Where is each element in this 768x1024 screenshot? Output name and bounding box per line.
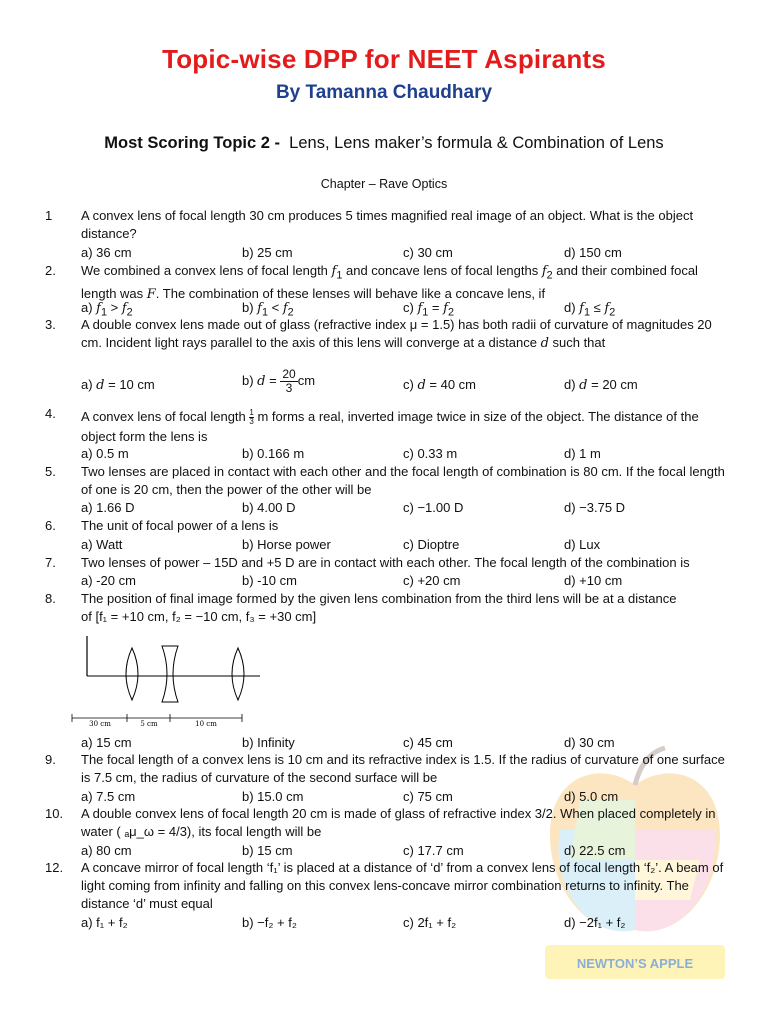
option-d: d) 22.5 cm bbox=[564, 843, 626, 858]
option-d: d) $f_1 \le f_2$ bbox=[564, 300, 616, 319]
option-b: b) $f_1 < f_2$ bbox=[242, 300, 294, 319]
dimension-label-1: 30 cm bbox=[89, 720, 111, 728]
option-a: a) d = 10 cm bbox=[81, 377, 155, 393]
question-text: Two lenses of power – 15D and +5 D are in contact with each other. The focal length of the combination is bbox=[81, 555, 690, 570]
option-d: d) Lux bbox=[564, 537, 601, 552]
option-a: a) -20 cm bbox=[81, 573, 136, 588]
option-b: b) 25 cm bbox=[242, 245, 293, 260]
option-b: b) 0.166 m bbox=[242, 446, 305, 461]
fraction: $\frac{20}{3}$ bbox=[282, 367, 296, 395]
option-d: d) −2f₁ + f₂ bbox=[564, 915, 626, 930]
option-a: a) 15 cm bbox=[81, 735, 132, 750]
option-a: a) 1.66 D bbox=[81, 500, 135, 515]
question-text: A double convex lens of focal length 20 cm is made of glass of refractive index 3/2. When placed completely in water ( ₐμ_ω = 4/3), its focal length will be bbox=[81, 806, 716, 839]
question-number: 9. bbox=[45, 752, 56, 767]
option-c: c) −1.00 D bbox=[403, 500, 464, 515]
dimension-label-2: 5 cm bbox=[140, 720, 158, 728]
page-title: Topic-wise DPP for NEET Aspirants bbox=[162, 44, 606, 74]
option-a: a) f₁ + f₂ bbox=[81, 915, 128, 930]
option-a: a) 80 cm bbox=[81, 843, 132, 858]
option-b: b) 4.00 D bbox=[242, 500, 296, 515]
question-number: 7. bbox=[45, 555, 56, 570]
question-text: We combined a convex lens of focal length $f_1$ and concave lens of focal lengths $f_2$ and their combined focal length was F. The combination of these lenses will behave like a concave lens, if bbox=[81, 263, 698, 302]
fraction: $\frac{1}{3}$ bbox=[249, 408, 254, 427]
option-c: c) 30 cm bbox=[403, 245, 453, 260]
convex-lens-2 bbox=[232, 648, 244, 700]
question-number: 4. bbox=[45, 406, 56, 421]
option-b: b) Infinity bbox=[242, 735, 295, 750]
option-d: d) 5.0 cm bbox=[564, 789, 619, 804]
option-c: c) 45 cm bbox=[403, 735, 453, 750]
option-b: b) 15.0 cm bbox=[242, 789, 304, 804]
watermark-label: NEWTON’S APPLE bbox=[576, 956, 694, 971]
option-c: c) $f_1 = f_2$ bbox=[403, 300, 454, 319]
question-text: A convex lens of focal length $\frac{1}{3}$ m forms a real, inverted image twice in size of the object. The distance of the object form the lens is bbox=[81, 408, 699, 444]
question-number: 2. bbox=[45, 263, 56, 278]
option-b: b) 15 cm bbox=[242, 843, 293, 858]
topic-text: Lens, Lens maker’s formula & Combination of Lens bbox=[289, 134, 664, 152]
chapter-label: Chapter – Rave Optics bbox=[320, 177, 448, 191]
option-d: d) 150 cm bbox=[564, 245, 622, 260]
option-c: c) d = 40 cm bbox=[403, 377, 476, 393]
option-a: a) 7.5 cm bbox=[81, 789, 136, 804]
option-b: b) Horse power bbox=[242, 537, 331, 552]
option-a: a) $f_1 > f_2$ bbox=[81, 300, 133, 319]
option-a: a) 36 cm bbox=[81, 245, 132, 260]
question-text: The unit of focal power of a lens is bbox=[81, 518, 279, 533]
question-number: 10. bbox=[45, 806, 64, 821]
question-number: 5. bbox=[45, 464, 56, 479]
option-c: c) 75 cm bbox=[403, 789, 453, 804]
option-d: d) d = 20 cm bbox=[564, 377, 638, 393]
option-c: c) 17.7 cm bbox=[403, 843, 464, 858]
option-d: d) +10 cm bbox=[564, 573, 623, 588]
option-b: b) d = $\frac{20}{3}$ cm bbox=[242, 367, 316, 395]
question-number: 1 bbox=[45, 208, 53, 223]
option-d: d) −3.75 D bbox=[564, 500, 626, 515]
topic-heading bbox=[0, 134, 768, 153]
option-a: a) Watt bbox=[81, 537, 123, 552]
option-b: b) -10 cm bbox=[242, 573, 297, 588]
option-b: b) −f₂ + f₂ bbox=[242, 915, 297, 930]
question-text: The focal length of a convex lens is 10 cm and its refractive index is 1.5. If the radius of curvature of one surface is 7.5 cm, the radius of curvature of the second surface will be bbox=[81, 752, 725, 785]
question-number: 6. bbox=[45, 518, 56, 533]
option-c: c) 0.33 m bbox=[403, 446, 458, 461]
topic-lead: Most Scoring Topic 2 - bbox=[104, 134, 280, 152]
option-d: d) 1 m bbox=[564, 446, 601, 461]
option-c: c) +20 cm bbox=[403, 573, 461, 588]
convex-lens-1 bbox=[126, 648, 138, 700]
question-number: 8. bbox=[45, 591, 56, 606]
option-a: a) 0.5 m bbox=[81, 446, 129, 461]
question-text: A concave mirror of focal length ‘f₁’ is placed at a distance of ‘d’ from a convex lens of focal length ‘f₂’. A beam of light coming from infinity and falling on this convex lens-concave mirror combination returns to infinity. The distance ‘d’ must equal bbox=[81, 860, 724, 911]
concave-lens bbox=[162, 646, 178, 702]
option-c: c) Dioptre bbox=[403, 537, 460, 552]
question-text: A convex lens of focal length 30 cm produces 5 times magnified real image of an object. What is the object distance? bbox=[81, 208, 694, 241]
author-line: By Tamanna Chaudhary bbox=[275, 82, 493, 103]
question-number: 12. bbox=[45, 860, 64, 875]
question-number: 3. bbox=[45, 317, 56, 332]
question-text: Two lenses are placed in contact with each other and the focal length of combination is 80 cm. If the focal length of one is 20 cm, then the power of the other will be bbox=[81, 464, 725, 497]
option-d: d) 30 cm bbox=[564, 735, 615, 750]
question-text: The position of final image formed by the given lens combination from the third lens will be at a distance of [f₁ = +10 cm, f₂ = −10 cm, f₃ = +30 cm] bbox=[81, 591, 677, 624]
lens-diagram bbox=[70, 634, 270, 734]
dimension-label-3: 10 cm bbox=[195, 720, 217, 728]
question-text: A double convex lens made out of glass (refractive index μ = 1.5) has both radii of curvature of magnitudes 20 cm. Incident light rays parallel to the axis of this lens will converge at a distance d such that bbox=[81, 317, 712, 351]
option-c: c) 2f₁ + f₂ bbox=[403, 915, 457, 930]
